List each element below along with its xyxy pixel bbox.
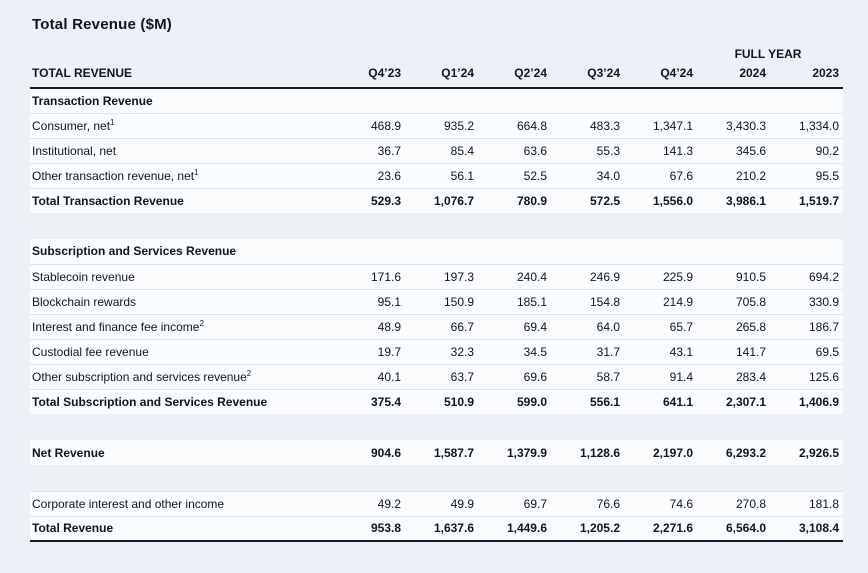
cell-value: 66.7 [405, 314, 478, 339]
cell-value: 186.7 [770, 314, 843, 339]
column-header: Q3’24 [551, 63, 624, 88]
cell-value: 49.2 [332, 491, 405, 516]
cell-value: 265.8 [697, 314, 770, 339]
cell-value: 468.9 [332, 113, 405, 138]
cell-value: 48.9 [332, 314, 405, 339]
cell-value: 375.4 [332, 389, 405, 414]
table-header [30, 47, 843, 88]
cell-value: 141.3 [624, 138, 697, 163]
cell-value: 43.1 [624, 339, 697, 364]
cell-value: 1,556.0 [624, 188, 697, 213]
cell-value: 95.5 [770, 163, 843, 188]
column-header: Q2’24 [478, 63, 551, 88]
cell-value: 1,379.9 [506, 445, 547, 460]
cell-value: 214.9 [624, 289, 697, 314]
cell-value: 55.3 [551, 138, 624, 163]
table-row [30, 339, 843, 364]
row-label: Transaction Revenue [32, 93, 153, 108]
cell-value: 36.7 [332, 138, 405, 163]
footnote-marker: 1 [194, 167, 199, 177]
cell-value [551, 239, 624, 264]
cell-value: 270.8 [697, 491, 770, 516]
cell-value: 185.1 [478, 289, 551, 314]
row-label: Total Revenue [30, 516, 332, 541]
cell-value: 2,307.1 [697, 389, 770, 414]
cell-value: 2,926.5 [798, 445, 840, 460]
row-label: Consumer, net$^1$ [30, 113, 332, 138]
section-gap [30, 213, 843, 239]
header-spacer [30, 47, 332, 63]
cell-value: 58.7 [551, 364, 624, 389]
cell-value: 572.5 [551, 188, 624, 213]
column-header-row [30, 63, 843, 88]
cell-value: 599.0 [478, 389, 551, 414]
cell-value [332, 88, 405, 113]
cell-value: 483.3 [551, 113, 624, 138]
header-spacer [332, 47, 697, 63]
cell-value: 40.1 [332, 364, 405, 389]
cell-value: 705.8 [697, 289, 770, 314]
cell-value [697, 88, 770, 113]
cell-value [551, 88, 624, 113]
footnote-marker: 2 [199, 318, 204, 328]
cell-value: 197.3 [405, 264, 478, 289]
row-label: Total Subscription and Services Revenue [30, 389, 332, 414]
cell-value [697, 239, 770, 264]
section-gap-row [30, 414, 843, 440]
cell-value: 2,271.6 [624, 516, 697, 541]
cell-value: 953.8 [332, 516, 405, 541]
section-gap [30, 414, 843, 440]
table-row [30, 264, 843, 289]
cell-value: 935.2 [405, 113, 478, 138]
table-row [30, 239, 843, 264]
full-year-label: FULL YEAR [734, 47, 802, 61]
table-row [30, 88, 843, 113]
column-header: Q4’24 [624, 63, 697, 88]
cell-value: 1,128.6 [579, 445, 620, 460]
table-row [30, 314, 843, 339]
cell-value: 225.9 [624, 264, 697, 289]
cell-value: 91.4 [624, 364, 697, 389]
row-label: Corporate interest and other income [30, 491, 332, 516]
table-row [30, 389, 843, 414]
row-label: Blockchain rewards [30, 289, 332, 314]
column-header: 2023 [770, 63, 843, 88]
cell-value: 904.6 [370, 445, 401, 460]
cell-value: 34.5 [478, 339, 551, 364]
table-row [30, 364, 843, 389]
cell-value: 125.6 [770, 364, 843, 389]
cell-value [770, 88, 843, 113]
cell-value: 154.8 [551, 289, 624, 314]
cell-value: 1,406.9 [770, 389, 843, 414]
cell-value: 240.4 [478, 264, 551, 289]
table-row [30, 113, 843, 138]
row-axis-header: TOTAL REVENUE [30, 63, 332, 88]
cell-value: 56.1 [405, 163, 478, 188]
cell-value: 1,449.6 [478, 516, 551, 541]
page-title: Total Revenue ($M) [32, 16, 173, 33]
cell-value: 529.3 [332, 188, 405, 213]
cell-value: 23.6 [332, 163, 405, 188]
cell-value: 69.4 [478, 314, 551, 339]
section-gap-row [30, 213, 843, 239]
cell-value: 210.2 [697, 163, 770, 188]
cell-value: 64.0 [551, 314, 624, 339]
row-label: Subscription and Services Revenue [32, 244, 237, 259]
cell-value: 65.7 [624, 314, 697, 339]
section-gap [30, 465, 843, 491]
cell-value: 69.6 [478, 364, 551, 389]
cell-value: 63.6 [478, 138, 551, 163]
row-label: Total Transaction Revenue [30, 188, 332, 213]
row-label: Other subscription and services revenue$^2$ [30, 364, 332, 389]
full-year-header-row [30, 47, 843, 63]
cell-value: 52.5 [478, 163, 551, 188]
cell-value: 67.6 [624, 163, 697, 188]
table-row [30, 188, 843, 213]
footnote-marker: 1 [110, 117, 115, 127]
footnote-marker: 2 [246, 368, 252, 378]
cell-value: 90.2 [770, 138, 843, 163]
table-row [30, 491, 843, 516]
cell-value: 6,564.0 [697, 516, 770, 541]
row-label: Other transaction revenue, net$^1$ [30, 163, 332, 188]
cell-value: 69.5 [770, 339, 843, 364]
cell-value: 1,587.7 [433, 445, 474, 460]
cell-value: 330.9 [770, 289, 843, 314]
cell-value: 31.7 [551, 339, 624, 364]
row-label: Institutional, net [30, 138, 332, 163]
cell-value: 664.8 [478, 113, 551, 138]
cell-value: 1,334.0 [770, 113, 843, 138]
cell-value: 74.6 [624, 491, 697, 516]
cell-value [770, 239, 843, 264]
column-header: Q4’23 [332, 63, 405, 88]
cell-value: 1,519.7 [770, 188, 843, 213]
cell-value: 510.9 [405, 389, 478, 414]
cell-value: 3,108.4 [770, 516, 843, 541]
row-label: Net Revenue [32, 445, 105, 460]
cell-value: 63.7 [405, 364, 478, 389]
row-label: Interest and finance fee income$^2$ [30, 314, 332, 339]
cell-value: 19.7 [332, 339, 405, 364]
row-label: Stablecoin revenue [30, 264, 332, 289]
cell-value: 181.8 [770, 491, 843, 516]
cell-value: 85.4 [405, 138, 478, 163]
table-row [30, 138, 843, 163]
cell-value: 49.9 [405, 491, 478, 516]
cell-value: 694.2 [770, 264, 843, 289]
cell-value: 6,293.2 [725, 445, 767, 460]
cell-value: 910.5 [697, 264, 770, 289]
cell-value: 69.7 [478, 491, 551, 516]
section-gap-row [30, 465, 843, 491]
cell-value: 283.4 [697, 364, 770, 389]
column-header: Q1’24 [405, 63, 478, 88]
cell-value: 1,076.7 [405, 188, 478, 213]
cell-value: 556.1 [551, 389, 624, 414]
column-header: 2024 [697, 63, 770, 88]
cell-value: 1,347.1 [624, 113, 697, 138]
cell-value [624, 239, 697, 264]
cell-value [624, 88, 697, 113]
table-row [30, 440, 843, 465]
table-body [30, 88, 843, 541]
cell-value: 95.1 [332, 289, 405, 314]
cell-value: 34.0 [551, 163, 624, 188]
cell-value [478, 88, 551, 113]
cell-value: 780.9 [478, 188, 551, 213]
table-row [30, 289, 843, 314]
cell-value: 32.3 [405, 339, 478, 364]
cell-value [332, 239, 405, 264]
cell-value: 76.6 [551, 491, 624, 516]
cell-value: 1,637.6 [405, 516, 478, 541]
cell-value: 3,986.1 [697, 188, 770, 213]
cell-value: 150.9 [405, 289, 478, 314]
cell-value: 3,430.3 [697, 113, 770, 138]
cell-value [478, 239, 551, 264]
cell-value [405, 88, 478, 113]
cell-value: 1,205.2 [551, 516, 624, 541]
revenue-table [30, 47, 843, 542]
cell-value: 345.6 [697, 138, 770, 163]
cell-value: 641.1 [624, 389, 697, 414]
cell-value: 2,197.0 [652, 445, 694, 460]
cell-value [405, 239, 478, 264]
table-row [30, 163, 843, 188]
cell-value: 141.7 [697, 339, 770, 364]
cell-value: 171.6 [332, 264, 405, 289]
cell-value: 246.9 [551, 264, 624, 289]
table-row [30, 516, 843, 541]
row-label: Custodial fee revenue [30, 339, 332, 364]
